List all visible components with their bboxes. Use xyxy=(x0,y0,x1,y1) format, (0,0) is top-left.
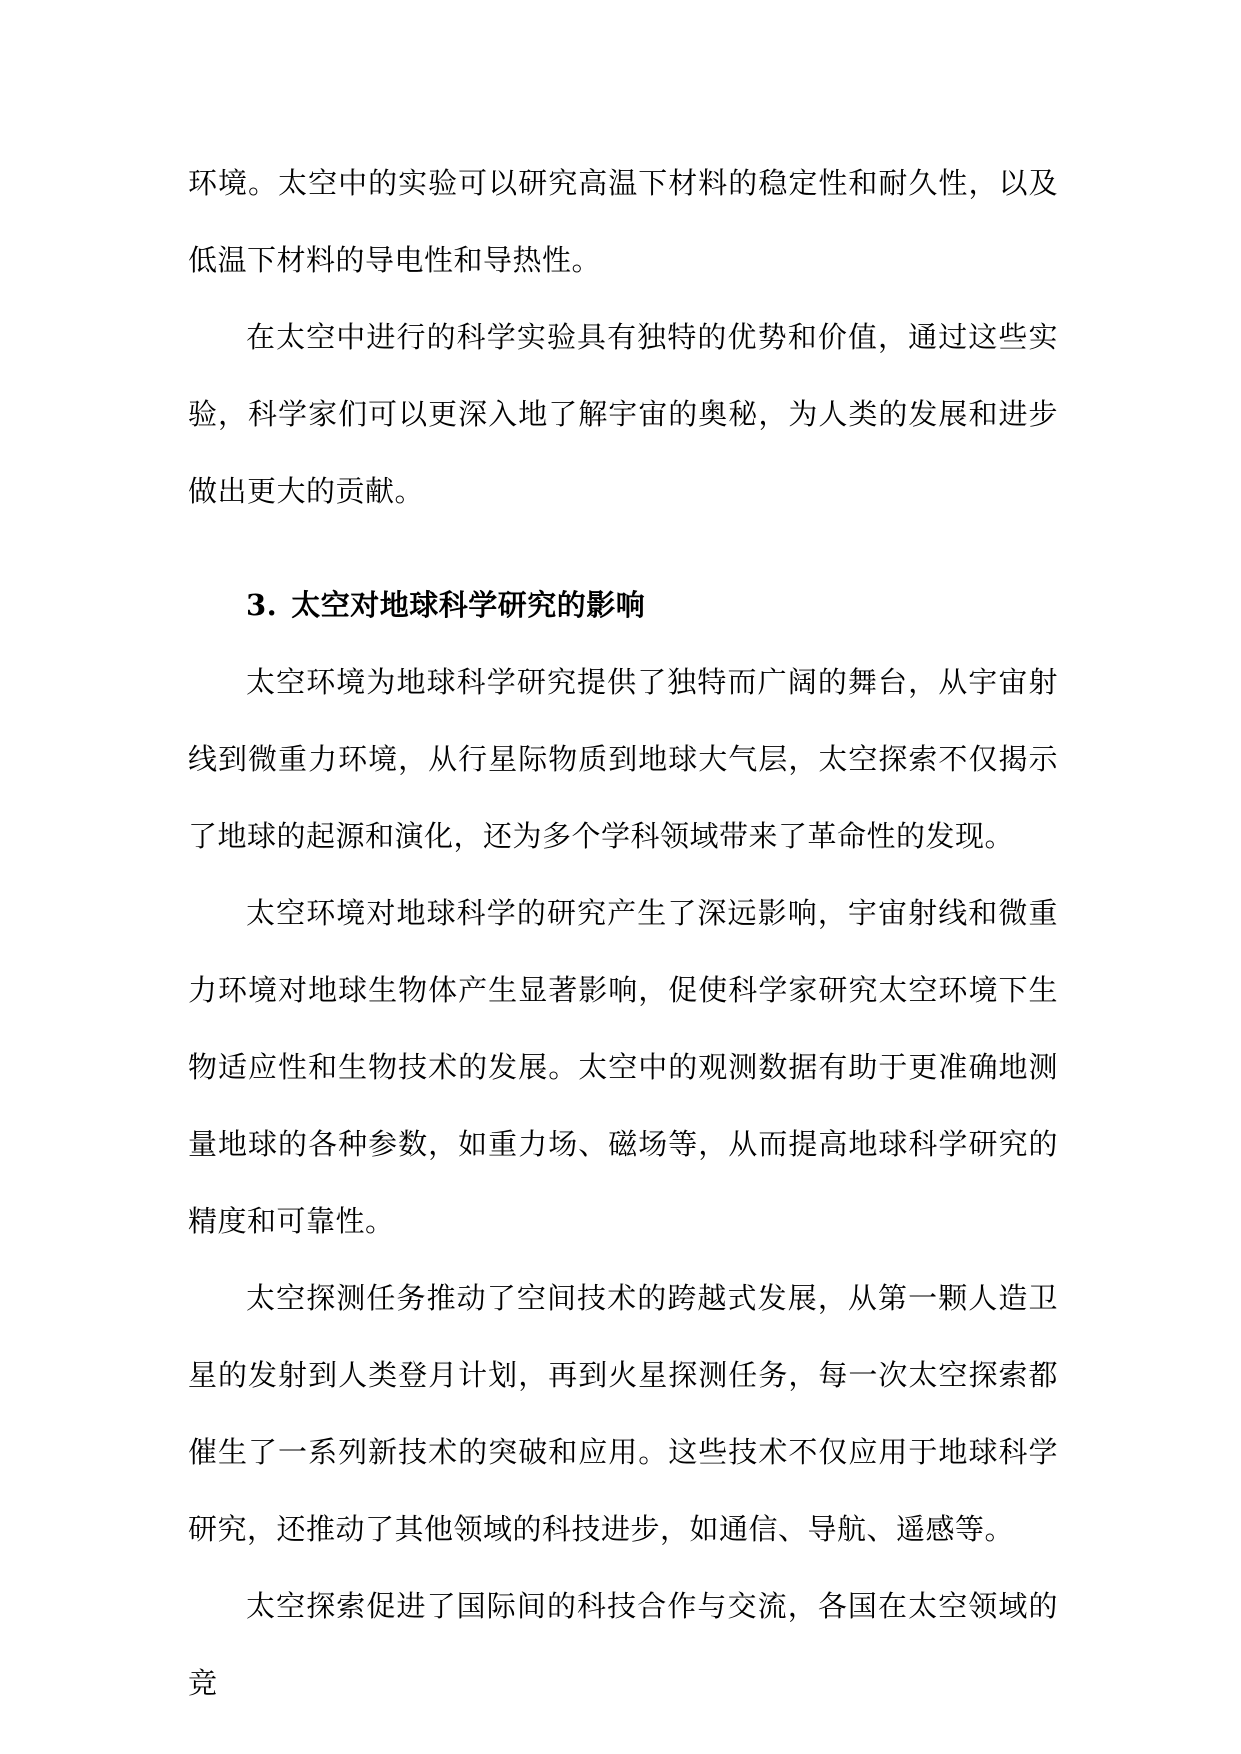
paragraph: 太空探测任务推动了空间技术的跨越式发展，从第一颗人造卫星的发射到人类登月计划，再到火星探测任务，每一次太空探索都催生了一系列新技术的突破和应用。这些技术不仅应用于地球科学研究，还推动了其他领域的科技进步，如通信、导航、遥感等。 xyxy=(188,1281,1058,1546)
section-spacer xyxy=(188,530,1058,567)
section-number: 3. xyxy=(246,588,278,622)
paragraph: 太空环境为地球科学研究提供了独特而广阔的舞台，从宇宙射线到微重力环境，从行星际物质到地球大气层，太空探索不仅揭示了地球的起源和演化，还为多个学科领域带来了革命性的发现。 xyxy=(188,665,1058,853)
section-title: 太空对地球科学研究的影响 xyxy=(291,588,646,622)
section-heading xyxy=(188,567,1058,644)
paragraph: 环境。太空中的实验可以研究高温下材料的稳定性和耐久性，以及低温下材料的导电性和导热性。 xyxy=(188,166,1058,277)
paragraph: 太空环境对地球科学的研究产生了深远影响，宇宙射线和微重力环境对地球生物体产生显著影响，促使科学家研究太空环境下生物适应性和生物技术的发展。太空中的观测数据有助于更准确地测量地球的各种参数，如重力场、磁场等，从而提高地球科学研究的精度和可靠性。 xyxy=(188,896,1058,1238)
paragraph: 在太空中进行的科学实验具有独特的优势和价值，通过这些实验，科学家们可以更深入地了解宇宙的奥秘，为人类的发展和进步做出更大的贡献。 xyxy=(188,320,1058,508)
paragraph: 太空探索促进了国际间的科技合作与交流，各国在太空领域的竞 xyxy=(188,1589,1058,1700)
page-content xyxy=(188,145,1058,1722)
